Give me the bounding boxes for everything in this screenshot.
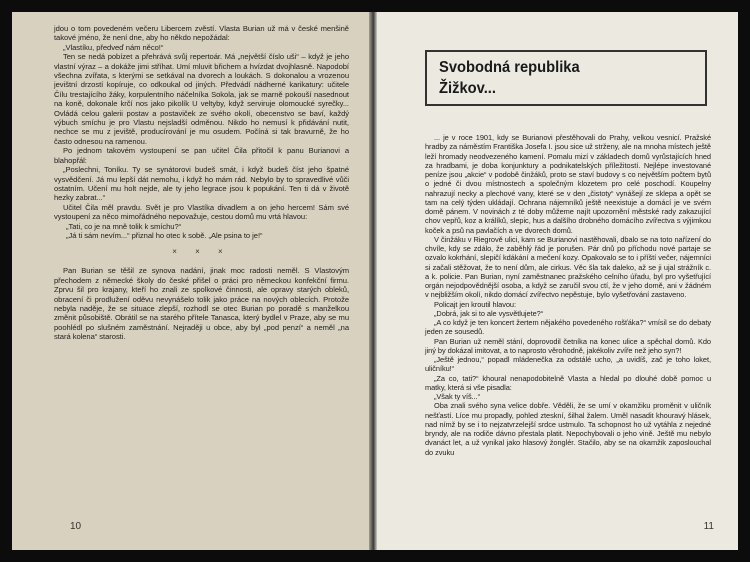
paragraph: „Poslechni, Toníku. Ty se synátorovi budeš smát, i když budeš číst jeho špatné vysvědčení. Já mu lepší dát nemohu, i když ho mám rád. Nebylo by to spravedlivé vůči ostatním. Učení mu holt nejde, ale ty jeho legrace jsou k popukání. Ten ti dá v životě hezky zabrat...“ (54, 165, 349, 203)
paragraph: ... je v roce 1901, kdy se Burianovi přestěhovali do Prahy, velkou vesnicí. Pražské hradby za náměstím Františka Josefa I. jsou sice už strženy, ale na mnoha místech ještě leží hromady neodvezeného kamení. Pomalu mizí v základech domů vyrůstajících hned za hradbami, je doba konjunktury a podnikatelských příležitostí. Nejlépe investované peníze jsou „akcie“ v podobě činžáků, proto se staví budovy s co největším počtem bytů o jedné či dvou místnostech a společným klozetem pro celé poschodí. Koupelny nahrazují necky a plechové vany, které se v den „čistoty“ vynášejí ze sklepa a opět se tam na celý týden ukládají. Ochrana nájemníků ještě neexistuje a domácí je ve svém domě pánem. V novinách z té doby můžeme najít upozornění městské rady zakazující chov vepřů, koz a králíků, slepic, hus a dalšího drobného domácího zvířectva s výjimkou koček a psů na pavlačích a ve dvorech domů. (425, 133, 711, 235)
section-divider: × × × (172, 247, 231, 257)
chapter-title-line1: Svobodná republika (439, 59, 580, 76)
chapter-title (439, 57, 580, 99)
paragraph: „Ještě jednou,“ popadl mládenečka za odstálé ucho, „a uvidíš, zač je toho loket, uličníku!“ (425, 355, 711, 374)
paragraph: „Však ty víš...“ (434, 392, 481, 401)
paragraph: V činžáku v Riegrově ulici, kam se Burianovi nastěhovali, dbalo se na toto nařízení do chvíle, kdy se zdálo, že zaběhlý řád je porušen. Pár dnů po příchodu nové partaje se ozvalo kokrhání, slepičí kdákání a mečení kozy. Opakovalo se to i příští večer, nájemníci si začali stěžovat, že to není dům, ale cirkus. Věc šla tak daleko, až se ji ujal strážník c. a k. policie. Pan Burian, nyní zaměstnanec pražského celního úřadu, byl pro vyšetřující orgán nejodpovědnější osoba, a když se zaručil svou ctí, že v jeho domě, ani v žádném v nejbližším okolí, nikdo domácí zvířectvo nepěstuje, bylo vyšetřování zastaveno. (425, 234, 711, 300)
paragraph: „A co když je ten koncert žertem nějakého povedeného rošťáka?“ vmísil se do debaty jeden ze sousedů. (425, 318, 711, 337)
paragraph: „Tati, co je na mně tolik k smíchu?“ (66, 221, 182, 231)
left-page-text-bottom (54, 266, 349, 341)
paragraph: Učitel Čila měl pravdu. Svět je pro Vlastíka divadlem a on jeho hercem! Sám své vystoupení za něco mimořádného nepovažuje, cestou domů mu vrtá hlavou: (54, 202, 349, 222)
paragraph: Ten se nedá pobízet a přehrává svůj repertoár. Má „největší číslo uši“ – když je jeho vlastní výraz – a dokáže jimi stříhat. Umí mluvit břichem a hvízdat dvojhlasně. Napodobí všechna zvířata, s kterými se setkával na dvorech a loukách. S dokonalou a vrozenou jevištní drzostí kopíruje, co odkoukal od jiných. Předvádí nádherné karikatury: učitele Čílu trestajícího žáky, korpulentního náčelníka Sokola, jak se marně pokouší nasednout na koně, dokonale krčí nos jako pikolík U veltyby, když serviruje olomoucké syrečky... Ovládá celou galerii postav a postaviček ze svého okolí, obecenstvo se baví, každý výbuch smíchu je pro Vlastu nejsladší odměnou. Nikdo ho nemusí k přidávání nutit, nechce se mu z jeviště, producírování je mu osudem. Počíná si tak bravurně, že ho často odnesou na ramenou. (54, 52, 349, 146)
paragraph: Pan Burian už neměl stání, doprovodil četníka na konec ulice a spěchal domů. Kdo jiný by dokázal imitovat, a to naprosto věrohodně, jakékoliv zvíře než jeho syn?! (425, 336, 711, 355)
paragraph: Oba znali svého syna velice dobře. Věděli, že se umí v okamžiku proměnit v uličník nešťastí. Líce mu propadly, pohled zteskní, šilhal žalem. Uměl nasadit khouravý hlásek, nad nímž by se i to nejzatvrzelejší srdce ustmulo. Ta schopnost ho už vytáhla z nejedné bryndy, ale na rodiče dávno přestala platit. Nepochybovali o jeho vině. Ještě mu nebylo dvanáct let, a už vynikal jako hlasový žonglér. Stačilo, aby se na okamžik zaposlouchal do zvuku (425, 401, 711, 457)
paragraph: Policajt jen kroutil hlavou: (434, 299, 516, 309)
paragraph: Po jednom takovém vystoupení se pan učitel Čila přitočil k panu Burianovi a blahopřál: (54, 146, 349, 165)
right-page (377, 12, 738, 550)
book-spine (369, 12, 377, 550)
right-page-text (425, 133, 711, 457)
paragraph: „Za co, tati?“ khoural nenapodobitelně Vlasta a hledal po dlouhé době pomoc u matky, která si vše pisadla: (425, 373, 711, 392)
paragraph: Pan Burian se těšil ze synova nadání, jinak moc radosti neměl. S Vlastovým přechodem z německé školy do české přišel o práci pro německou konfekční firmu. Zprvu šil pro krajany, kteří ho znali ze spolkové činnosti, ale opravy starých obleků, obracení či prodlužení oděvu nevynášelo tolik jako práce na nových oblecích. Protože nebyla naděje, že se situace zlepší, rozhodl se otec Burian po poradě s manželkou změnit působiště. Obrátil se na starého přítele Tanasca, který bydlel v Praze, aby se mu poohlédl po slušném zaměstnání. Nejraději u obce, aby byl „pod penzí“ a neměl „na stará kolena“ starosti. (54, 266, 349, 342)
paragraph: „Já ti sám nevím...“ přiznal ho otec k sobě. „Ale psina to je!“ (66, 230, 263, 240)
left-page-text-top (54, 24, 349, 240)
chapter-title-box (425, 50, 707, 106)
paragraph: „Vlastíku, předveď nám něco!“ (63, 42, 164, 52)
paragraph: jdou o tom povedeném večeru Libercem zvěstí. Vlasta Burian už má v české menšině takové jméno, že není dne, aby ho někdo nepožádal: (54, 24, 349, 43)
paragraph: „Dobrá, jak si to ale vysvětlujete?“ (434, 308, 544, 318)
page-number-left: 10 (70, 521, 82, 532)
left-page (12, 12, 369, 550)
chapter-title-line2: Žižkov... (439, 80, 496, 97)
page-number-right: 11 (703, 521, 714, 532)
